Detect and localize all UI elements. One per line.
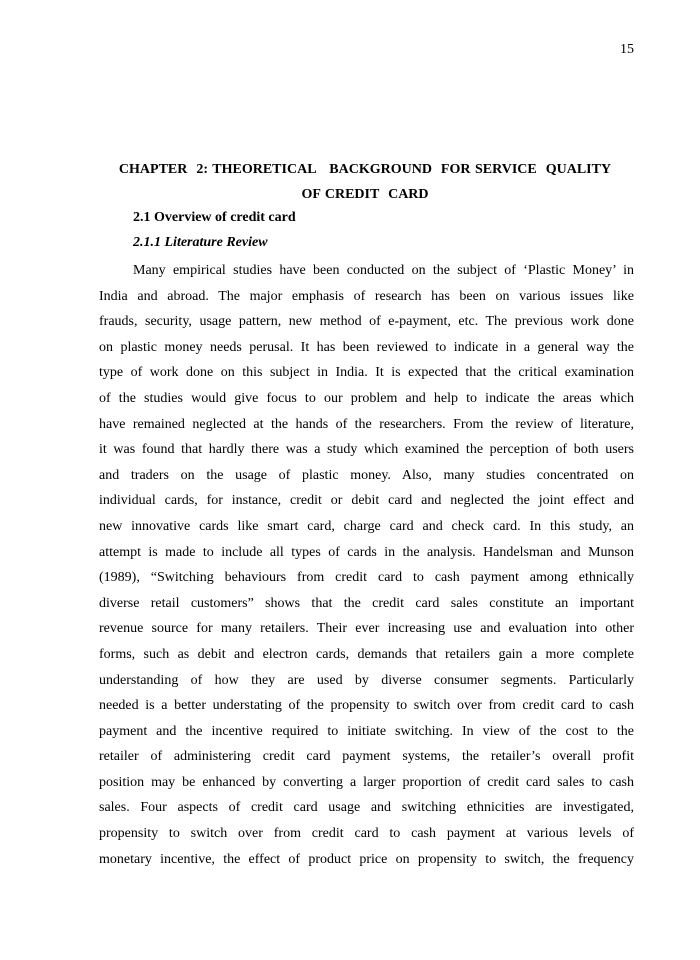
paragraph-line: diverse retail customers” shows that the credit card sales constitute an important [99,595,634,611]
paragraph-line: on plastic money needs perusal. It has been reviewed to indicate in a general way the [99,339,634,355]
subsection-heading: 2.1.1 Literature Review [133,235,268,250]
paragraph-line: and traders on the usage of plastic money. Also, many studies concentrated on [99,467,634,483]
paragraph-line: attempt is made to include all types of cards in the analysis. Handelsman and Munson [99,544,634,560]
paragraph-line: (1989), “Switching behaviours from credit card to cash payment among ethnically [99,570,634,586]
paragraph-line: of the studies would give focus to our problem and help to indicate the areas which [99,390,634,406]
paragraph-line: type of work done on this subject in India. It is expected that the critical examination [99,365,634,381]
paragraph-line: position may be enhanced by converting a larger proportion of credit card sales to cash [99,774,634,790]
paragraph-line: forms, such as debit and electron cards, demands that retailers gain a more complete [99,646,634,662]
paragraph-line: frauds, security, usage pattern, new method of e-payment, etc. The previous work done [99,314,634,330]
paragraph-line: India and abroad. The major emphasis of research has been on various issues like [99,288,634,304]
chapter-title-line-2: OF CREDIT CARD [301,187,429,202]
chapter-title-line-1: CHAPTER 2: THEORETICAL BACKGROUND FOR SERVICE QUALITY [118,162,612,177]
paragraph-line: individual cards, for instance, credit or debit card and neglected the joint effect and [99,493,634,509]
page-number: 15 [620,42,634,57]
paragraph-line: revenue source for many retailers. Their ever increasing use and evaluation into other [99,621,634,637]
paragraph-line: payment and the incentive required to initiate switching. In view of the cost to the [99,723,634,739]
paragraph-line: have remained neglected at the hands of the researchers. From the review of literature, [99,416,634,432]
paragraph-line: monetary incentive, the effect of product price on propensity to switch, the frequency [99,851,634,867]
paragraph-line: propensity to switch over from credit card to cash payment at various levels of [99,826,634,842]
chapter-title [96,157,634,207]
literature-review-paragraph [99,258,634,872]
section-heading: 2.1 Overview of credit card [133,210,296,225]
paragraph-line: Many empirical studies have been conducted on the subject of ‘Plastic Money’ in [133,263,634,278]
paragraph-line: needed is a better understating of the propensity to switch over from credit card to cash [99,698,634,714]
paragraph-line: it was found that hardly there was a study which examined the perception of both users [99,442,634,458]
paragraph-line: sales. Four aspects of credit card usage and switching ethnicities are investigated, [99,800,634,816]
paragraph-line: understanding of how they are used by diverse consumer segments. Particularly [99,672,634,688]
paragraph-line: retailer of administering credit card payment systems, the retailer’s overall profit [99,749,634,765]
paragraph-line: new innovative cards like smart card, charge card and check card. In this study, an [99,518,634,534]
